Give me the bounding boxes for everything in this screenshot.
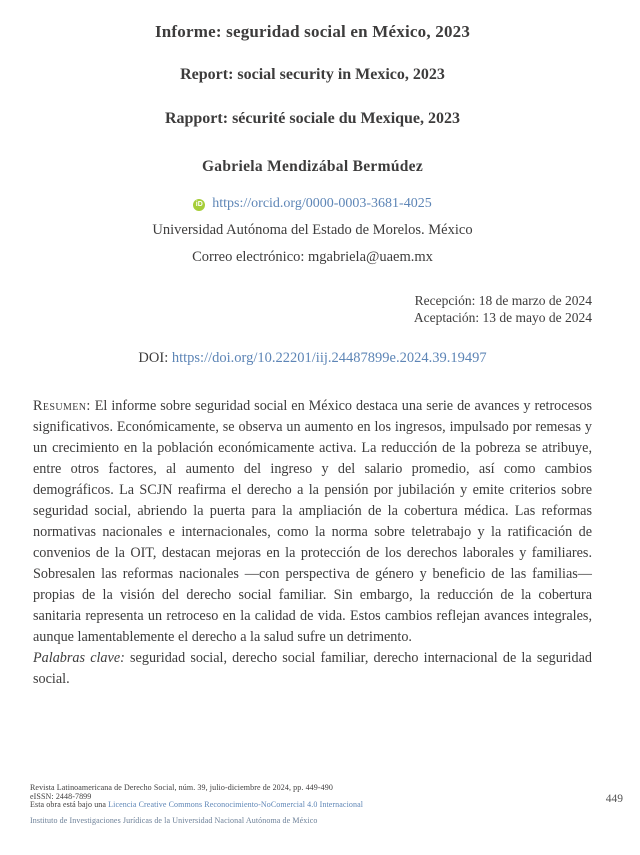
orcid-icon: iD xyxy=(193,199,205,211)
footer-license-prefix: Esta obra está bajo una xyxy=(30,800,109,809)
abstract-section xyxy=(33,396,592,690)
reception-date: Recepción: 18 de marzo de 2024 xyxy=(414,293,592,308)
manuscript-dates xyxy=(33,293,592,326)
orcid-line xyxy=(33,196,592,212)
abstract-label: Resumen: xyxy=(33,398,91,414)
page-number: 449 xyxy=(605,793,623,805)
keywords-text: seguridad social, derecho social familiar, derecho internacional de la seguridad social. xyxy=(33,650,592,687)
article-title-fr: Rapport: sécurité sociale du Mexique, 2023 xyxy=(164,110,461,127)
footer-journal-line: Revista Latinoamericana de Derecho Social, núm. 39, julio-diciembre de 2024, pp. 449-490 xyxy=(30,783,333,792)
article-title-es: Informe: seguridad social en México, 2023 xyxy=(154,22,471,41)
license-link[interactable]: Licencia Creative Commons Reconocimiento-NoComercial 4.0 Internacional xyxy=(108,800,364,809)
orcid-link[interactable]: https://orcid.org/0000-0003-3681-4025 xyxy=(212,196,432,211)
footer-license-line xyxy=(30,800,363,809)
doi-label: DOI: xyxy=(138,350,169,366)
footer-institute-line: Instituto de Investigaciones Jurídicas de la Universidad Nacional Autónoma de México xyxy=(30,816,318,825)
author-email: Correo electrónico: mgabriela@uaem.mx xyxy=(192,249,433,265)
acceptance-date: Aceptación: 13 de mayo de 2024 xyxy=(413,309,592,325)
keywords-paragraph xyxy=(33,648,592,690)
abstract-paragraph xyxy=(33,396,592,648)
author-name: Gabriela Mendizábal Bermúdez xyxy=(201,158,424,175)
author-affiliation: Universidad Autónoma del Estado de Morelos. México xyxy=(152,222,473,238)
doi-line xyxy=(33,350,592,367)
article-title-en: Report: social security in Mexico, 2023 xyxy=(180,66,445,83)
footer-issn-line: eISSN: 2448-7899 xyxy=(30,792,92,801)
abstract-text: El informe sobre seguridad social en México destaca una serie de avances y retrocesos significativos. Económicamente, se observa un aumento en los ingresos, impulsado por remesas y un crecimiento en la población económicamente activa. La reducción de la pobreza se atribuye, entre otros factores, al aumento del ingreso y del salario promedio, así como cambios demográficos. La SCJN reafirma el derecho a la pensión por jubilación y emite criterios sobre seguridad social, abriendo la puerta para la ampliación de la cobertura médica. Las reformas normativas nacionales e internacionales, como la norma sobre teletrabajo y la ratificación de convenios de la OIT, destacan mejoras en la protección de los derechos laborales y familiares. Sobresalen las reformas nacionales —con perspectiva de género y beneficio de las familias— propias de la visión del derecho social familiar. Sin embargo, la reducción de la cobertura sanitaria representa un retroceso en la calidad de vida. Estos cambios reflejan avances integrales, aunque lamentablemente el derecho a la salud sufre un detrimento. xyxy=(33,398,592,645)
keywords-label: Palabras clave: xyxy=(33,650,125,666)
doi-link[interactable]: https://doi.org/10.22201/iij.24487899e.2024.39.19497 xyxy=(171,350,487,366)
